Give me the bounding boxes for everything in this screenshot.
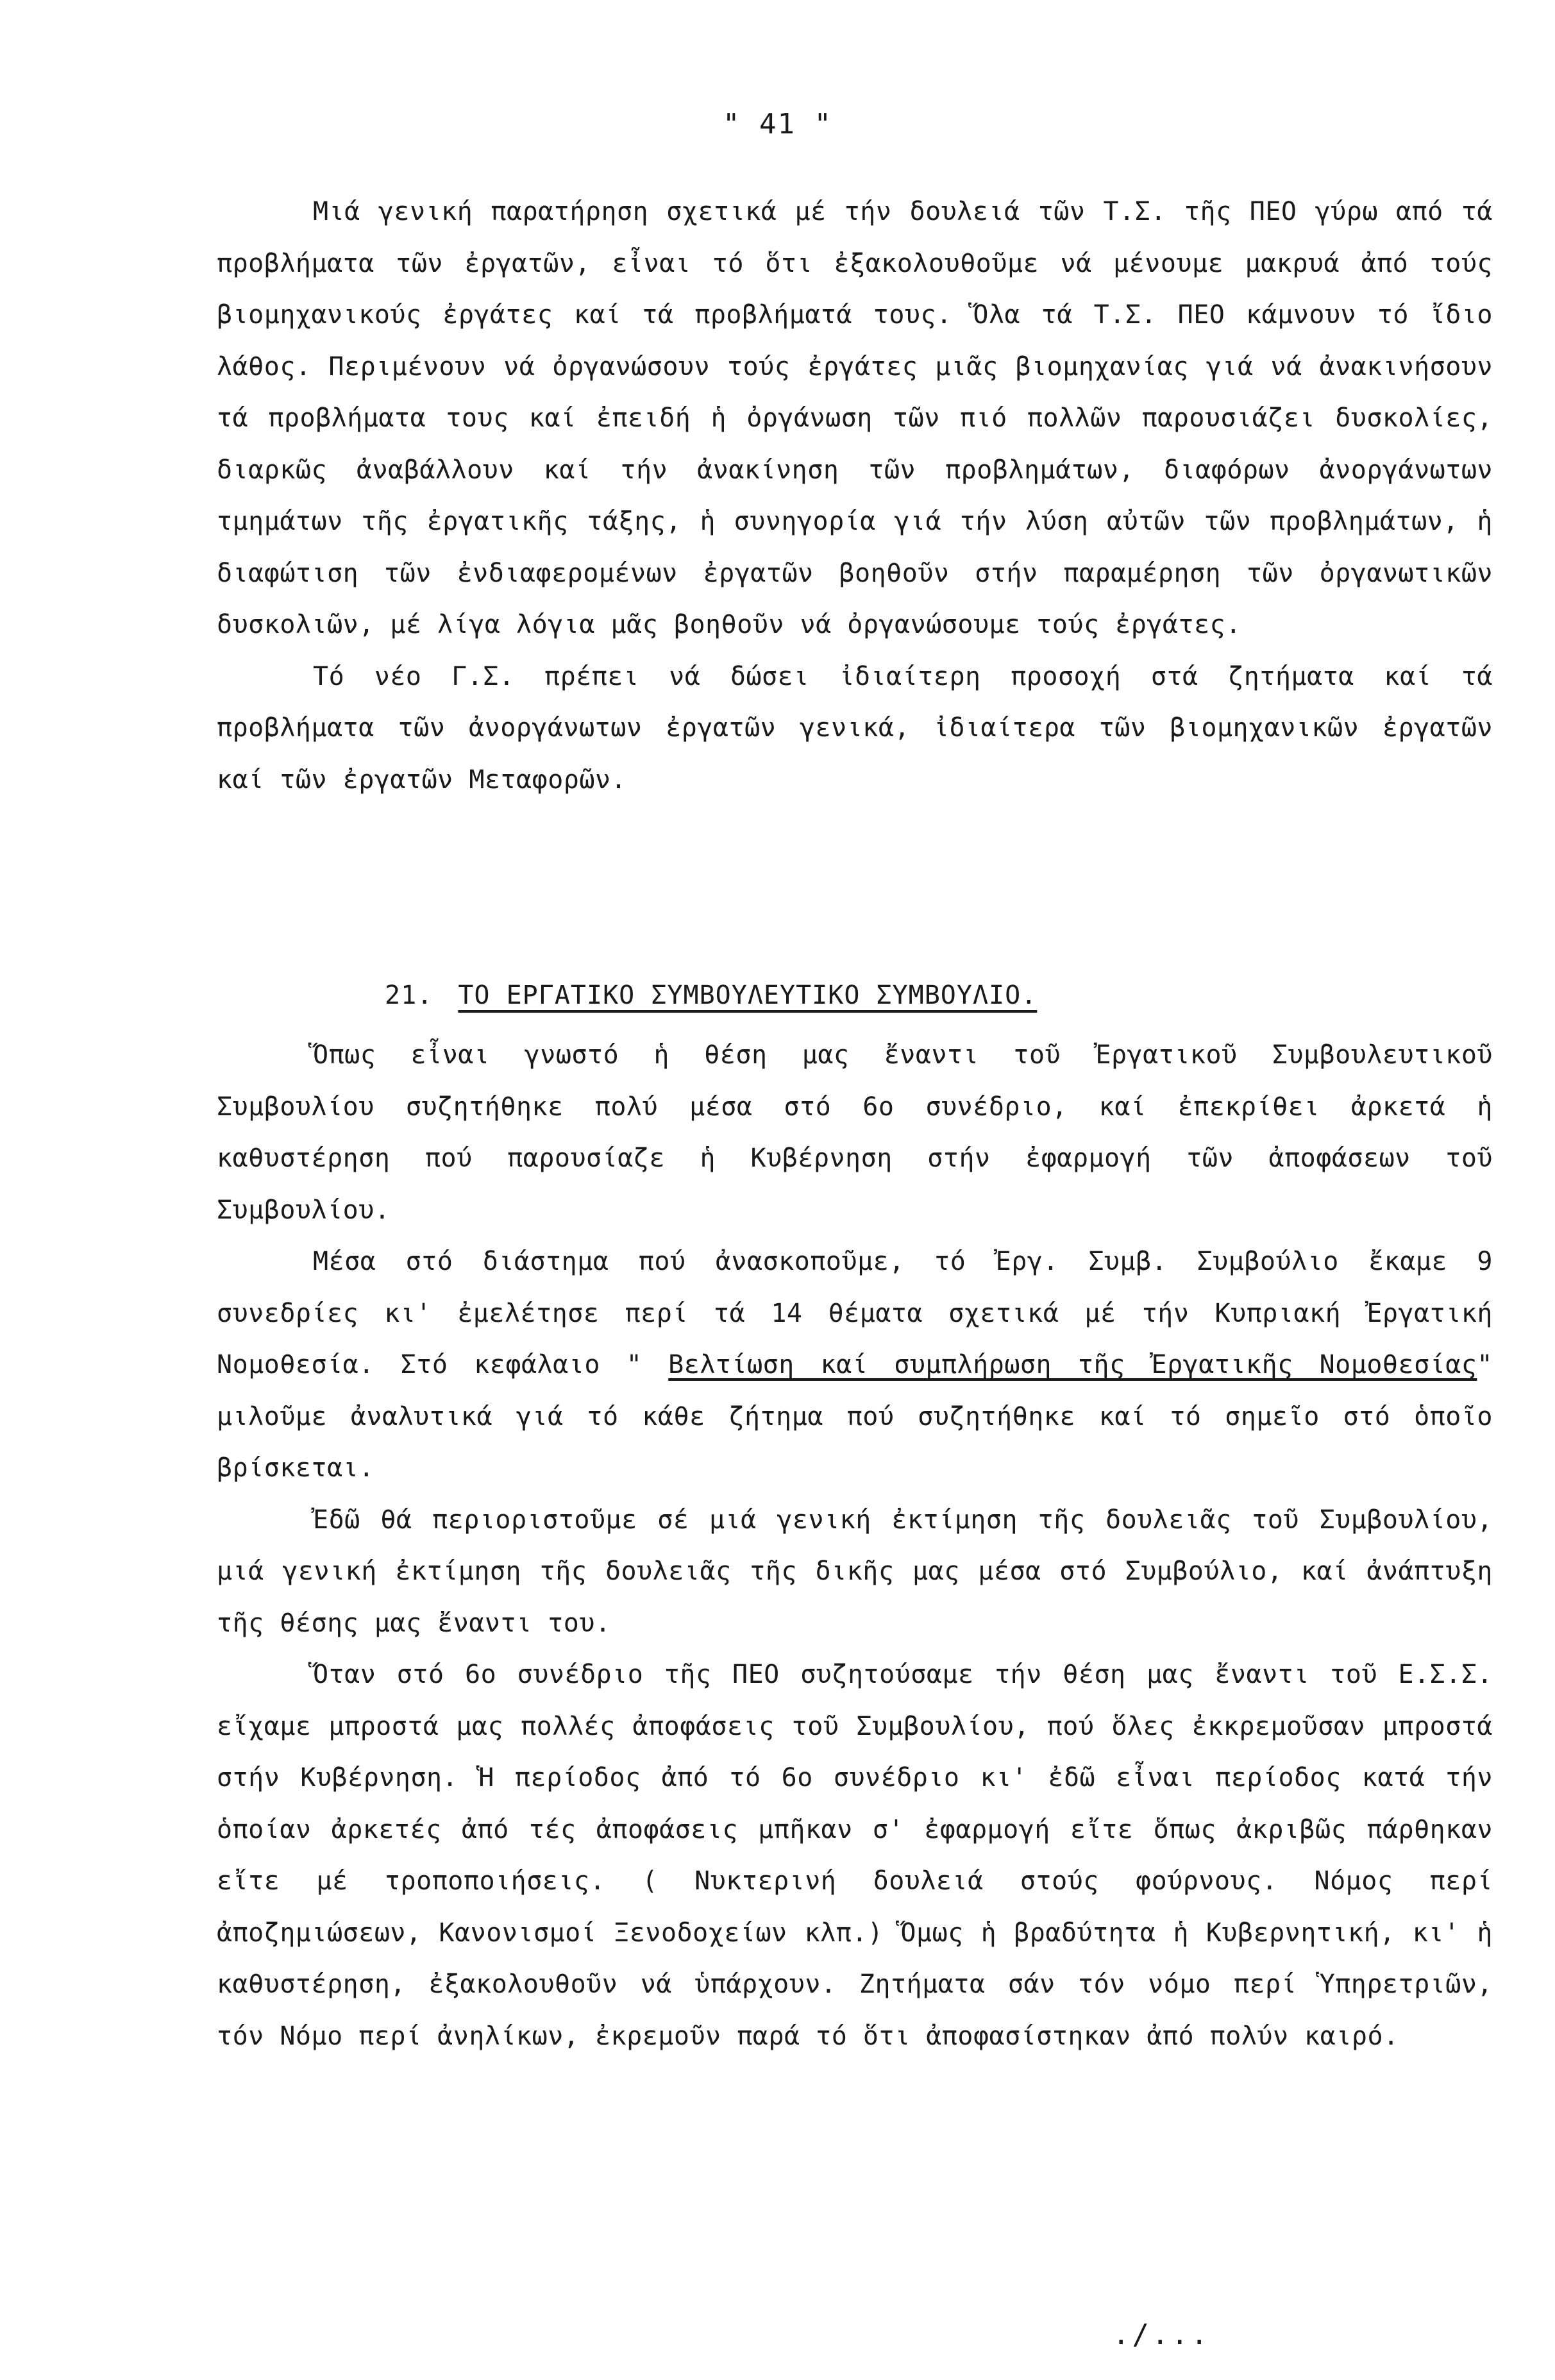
paragraph-1: Μιά γενική παρατήρηση σχετικά μέ τήν δουλειά τῶν Τ.Σ. τῆς ΠΕΟ γύρω από τά προβλήματα τῶν ἐργατῶν, εἶναι τό ὅτι ἐξακολουθοῦμε νά μένουμε μακρυά ἀπό τούς βιομηχανικούς ἐργάτες καί τά προβλήματά τους. Ὅλα τά Τ.Σ. ΠΕΟ κάμνουν τό ἴδιο λάθος. Περιμένουν νά ὀργανώσουν τούς ἐργάτες μιᾶς βιομηχανίας γιά νά ἀνακινήσουν τά προβλήματα τους καί ἐπειδή ἡ ὀργάνωση τῶν πιό πολλῶν παρουσιάζει δυσκολίες, διαρκῶς ἀναβάλλουν καί τήν ἀνακίνηση τῶν προβλημάτων, διαφόρων ἀνοργάνωτων τμημάτων τῆς ἐργατικῆς τάξης, ἡ συνηγορία γιά τήν λύση αὐτῶν τῶν προβλημάτων, ἡ διαφώτιση τῶν ἐνδιαφερομένων ἐργατῶν βοηθοῦν στήν παραμέρηση τῶν ὀργανωτικῶν δυσκολιῶν, μέ λίγα λόγια μᾶς βοηθοῦν νά ὀργανώσουμε τούς ἐργάτες.	[217, 197, 1493, 639]
section-number: 21.	[385, 981, 433, 1010]
paragraph-3: Ὅπως εἶναι γνωστό ἡ θέση μας ἔναντι τοῦ Ἐργατικοῦ Συμβουλευτικοῦ Συμβουλίου συζητήθηκε πολύ μέσα στό 6ο συνέδριο, καί ἐπεκρίθει ἀρκετά ἡ καθυστέρηση πού παρουσίαζε ἡ Κυβέρνηση στήν ἐφαρμογή τῶν ἀποφάσεων τοῦ Συμβουλίου.	[217, 1040, 1493, 1225]
text-block-upper	[217, 186, 1493, 806]
page-number: " 41 "	[723, 108, 832, 140]
section-heading	[385, 976, 1037, 1015]
text-block-lower	[217, 1029, 1493, 2062]
paragraph-4-start: Μέσα στό διάστημα πού ἀνασκοποῦμε, τό Ἐργ. Συμβ. Συμβούλιο ἔκαμε 9 συνεδρίες κι' ἐμελέτησε περί τά 14 θέματα σχετικά μέ τήν Κυπριακή Ἐργατική Νομοθεσία. Στό κεφάλαιο "	[217, 1247, 1493, 1380]
paragraph-6: Ὅταν στό 6ο συνέδριο τῆς ΠΕΟ συζητούσαμε τήν θέση μας ἔναντι τοῦ Ε.Σ.Σ. εἴχαμε μπροστά μας πολλές ἀποφάσεις τοῦ Συμβουλίου, πού ὅλες ἐκκρεμοῦσαν μπροστά στήν Κυβέρνηση. Ἡ περίοδος ἀπό τό 6ο συνέδριο κι' ἐδῶ εἶναι περίοδος κατά τήν ὁποίαν ἀρκετές ἀπό τές ἀποφάσεις μπῆκαν σ' ἐφαρμογή εἴτε ὅπως ἀκριβῶς πάρθηκαν εἴτε μέ τροποποιήσεις. ( Νυκτερινή δουλειά στούς φούρνους. Νόμος περί ἀποζημιώσεων, Κανονισμοί Ξενοδοχείων κλπ.) Ὅμως ἡ βραδύτητα ἡ Κυβερνητική, κι' ἡ καθυστέρηση, ἐξακολουθοῦν νά ὑπάρχουν. Ζητήματα σάν τόν νόμο περί Ὑπηρετριῶν, τόν Νόμο περί ἀνηλίκων, ἐκρεμοῦν παρά τό ὅτι ἀποφασίστηκαν ἀπό πολύν καιρό.	[217, 1660, 1493, 2051]
section-title: ΤΟ ΕΡΓΑΤΙΚΟ ΣΥΜΒΟΥΛΕΥΤΙΚΟ ΣΥΜΒΟΥΛΙΟ.	[458, 981, 1038, 1010]
continuation-mark: ./...	[1113, 2318, 1211, 2351]
paragraph-4	[217, 1236, 1493, 1494]
paragraph-2: Τό νέο Γ.Σ. πρέπει νά δώσει ἰδιαίτερη προσοχή στά ζητήματα καί τά προβλήματα τῶν ἀνοργάνωτων ἐργατῶν γενικά, ἰδιαίτερα τῶν βιομηχανικῶν ἐργατῶν καί τῶν ἐργατῶν Μεταφορῶν.	[217, 661, 1493, 795]
chapter-reference: Βελτίωση καί συμπλήρωση τῆς Ἐργατικῆς Νομοθεσίας	[668, 1350, 1477, 1380]
paragraph-5: Ἐδῶ θά περιοριστοῦμε σέ μιά γενική ἐκτίμηση τῆς δουλειᾶς τοῦ Συμβουλίου, μιά γενική ἐκτίμηση τῆς δουλειᾶς τῆς δικῆς μας μέσα στό Συμβούλιο, καί ἀνάπτυξη τῆς θέσης μας ἔναντι του.	[217, 1505, 1493, 1638]
paragraph-4-end: " μιλοῦμε ἀναλυτικά γιά τό κάθε ζήτημα πού συζητήθηκε καί τό σημεῖο στό ὁποῖο βρίσκεται.	[217, 1350, 1493, 1483]
